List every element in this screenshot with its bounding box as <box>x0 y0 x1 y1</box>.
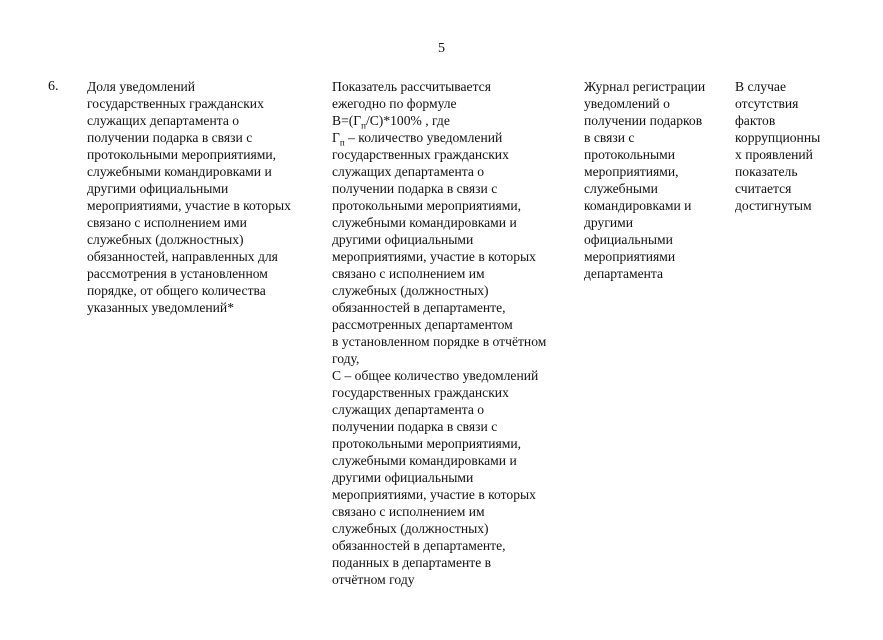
source-text-line: другими <box>584 215 634 230</box>
note-text-line: считается <box>735 181 792 196</box>
note-cell <box>735 78 820 214</box>
method-text-line: Показатель рассчитывается <box>332 79 491 94</box>
gp-subscript: п <box>339 137 345 148</box>
source-text-line: департамента <box>584 266 664 281</box>
source-text-line: в связи с <box>584 130 635 145</box>
source-text-line: протокольными <box>584 147 676 162</box>
c-definition-line: протокольными мероприятиями, <box>332 436 522 451</box>
gp-definition-line: получении подарка в связи с <box>332 181 498 196</box>
indicator-text-line: обязанностей, направленных для <box>87 249 278 264</box>
method-text-line: ежегодно по формуле <box>332 96 457 111</box>
source-text-line: мероприятиями, <box>584 164 679 179</box>
note-text-line: отсутствия <box>735 96 799 111</box>
formula-suffix: /С)*100% , где <box>365 113 450 128</box>
c-definition-line: служебных (должностных) <box>332 521 489 536</box>
gp-definition-line: году, <box>332 351 360 366</box>
indicator-text-line: связано с исполнением ими <box>87 215 247 230</box>
note-text-line: В случае <box>735 79 786 94</box>
gp-definition-first-line <box>332 129 546 146</box>
note-text-line: х проявлений <box>735 147 813 162</box>
gp-definition-text: – количество уведомлений <box>344 130 503 145</box>
c-definition-line: обязанностей в департаменте, <box>332 538 506 553</box>
indicator-text-line: служащих департамента о <box>87 113 240 128</box>
gp-definition-line: служащих департамента о <box>332 164 485 179</box>
indicator-text-line: Доля уведомлений <box>87 79 196 94</box>
gp-definition-line: государственных гражданских <box>332 147 509 162</box>
gp-symbol: Г <box>332 130 340 145</box>
gp-definition-line: протокольными мероприятиями, <box>332 198 522 213</box>
indicator-text-line: мероприятиями, участие в которых <box>87 198 291 213</box>
c-definition-line: связано с исполнением им <box>332 504 485 519</box>
source-text-line: командировками и <box>584 198 692 213</box>
indicator-text-line: порядке, от общего количества <box>87 283 266 298</box>
indicator-text-line: служебными командировками и <box>87 164 272 179</box>
formula-line <box>332 112 546 129</box>
indicator-text-line: служебных (должностных) <box>87 232 244 247</box>
c-definition-line: мероприятиями, участие в которых <box>332 487 536 502</box>
source-text-line: получении подарков <box>584 113 703 128</box>
data-source-cell <box>584 78 705 282</box>
gp-definition-lines <box>332 146 546 367</box>
gp-definition-line: обязанностей в департаменте, <box>332 300 506 315</box>
note-text-line: показатель <box>735 164 798 179</box>
formula-prefix: В=(Г <box>332 113 362 128</box>
source-text-line: уведомлений о <box>584 96 670 111</box>
source-text-line: мероприятиями <box>584 249 676 264</box>
c-definition-line: служащих департамента о <box>332 402 485 417</box>
gp-definition-line: другими официальными <box>332 232 474 247</box>
source-text-line: Журнал регистрации <box>584 79 706 94</box>
c-definition-line: поданных в департаменте в <box>332 555 492 570</box>
c-definition-line: отчётном году <box>332 572 415 587</box>
indicator-text-line: государственных гражданских <box>87 96 264 111</box>
c-definition-line: служебными командировками и <box>332 453 517 468</box>
c-definition-line: С – общее количество уведомлений <box>332 368 539 383</box>
source-text-line: служебными <box>584 181 658 196</box>
indicator-text-line: протокольными мероприятиями, <box>87 147 277 162</box>
indicator-text-line: другими официальными <box>87 181 229 196</box>
indicator-name-cell <box>87 78 291 316</box>
indicator-text-line: указанных уведомлений* <box>87 300 234 315</box>
formula-subscript: п <box>361 120 366 131</box>
gp-definition-line: служебными командировками и <box>332 215 517 230</box>
note-text-line: коррупционны <box>735 130 821 145</box>
gp-definition-line: служебных (должностных) <box>332 283 489 298</box>
gp-definition-line: рассмотренных департаментом <box>332 317 513 332</box>
c-definition-line: другими официальными <box>332 470 474 485</box>
note-text-line: достигнутым <box>735 198 812 213</box>
note-text-line: фактов <box>735 113 776 128</box>
gp-definition-line: в установленном порядке в отчётном <box>332 334 547 349</box>
c-definition-lines <box>332 367 546 588</box>
row-number: 6. <box>48 79 59 94</box>
source-text-line: официальными <box>584 232 673 247</box>
c-definition-line: государственных гражданских <box>332 385 509 400</box>
gp-definition-line: мероприятиями, участие в которых <box>332 249 536 264</box>
page-number: 5 <box>438 41 445 56</box>
gp-definition-line: связано с исполнением им <box>332 266 485 281</box>
indicator-text-line: рассмотрения в установленном <box>87 266 268 281</box>
c-definition-line: получении подарка в связи с <box>332 419 498 434</box>
indicator-text-line: получении подарка в связи с <box>87 130 253 145</box>
calculation-method-cell <box>332 78 546 588</box>
